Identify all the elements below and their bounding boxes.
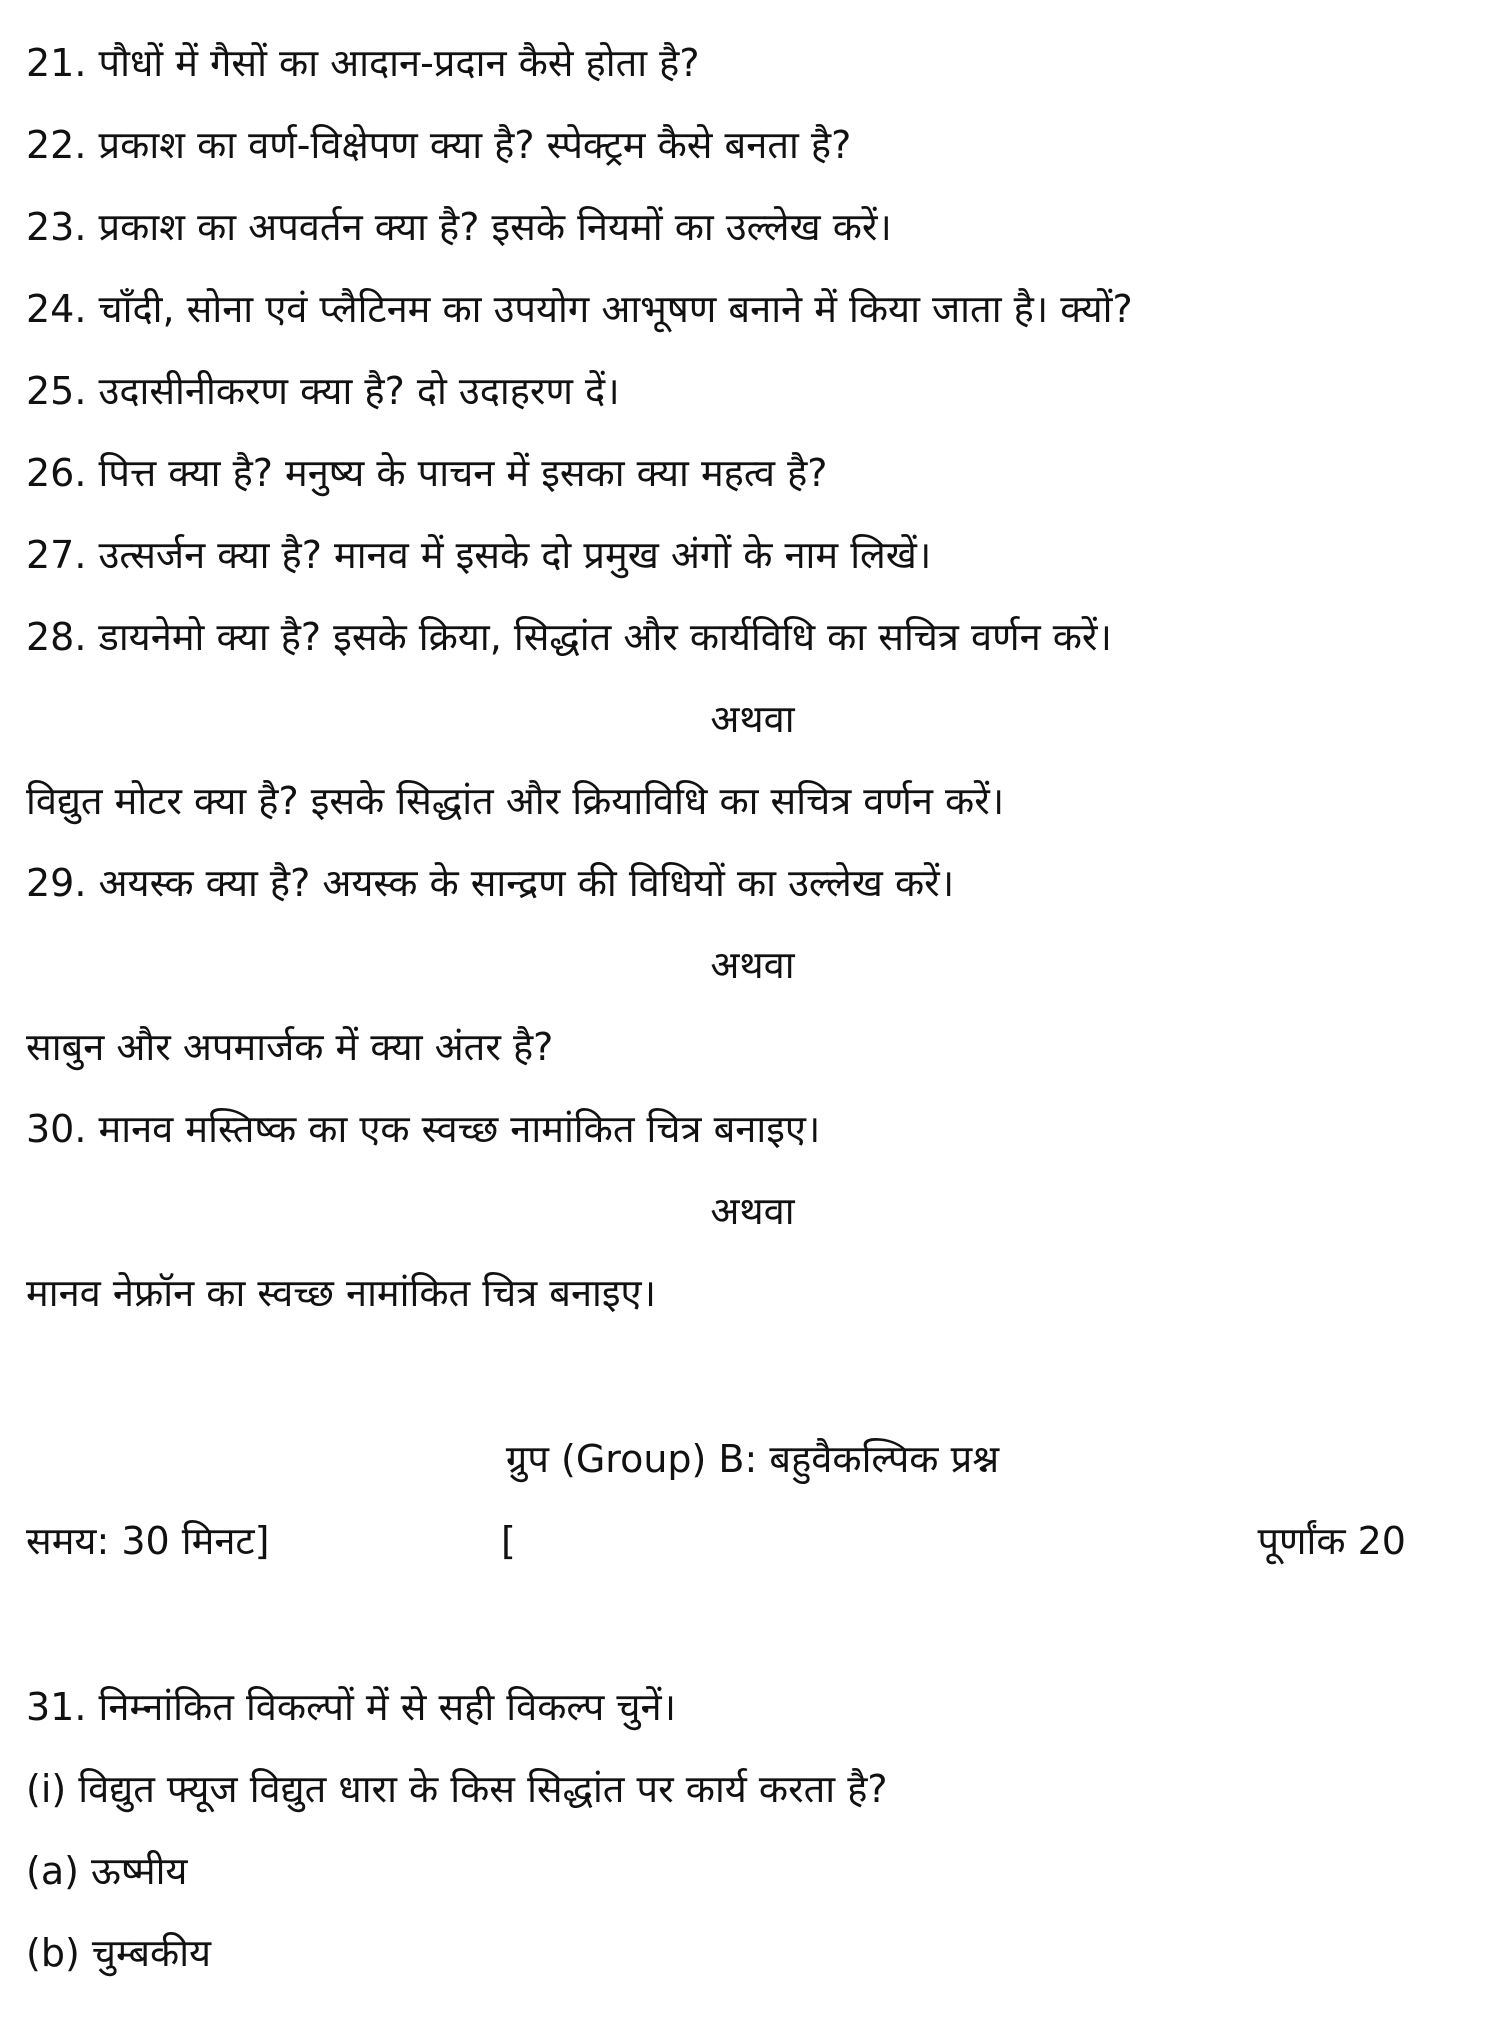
question-21: 21. पौधों में गैसों का आदान-प्रदान कैसे होता है? xyxy=(26,41,700,85)
question-26: 26. पित्त क्या है? मनुष्य के पाचन में इसका क्या महत्व है? xyxy=(26,451,828,495)
option-b: (b) चुम्बकीय xyxy=(26,1931,212,1975)
question-28-alternate: विद्युत मोटर क्या है? इसके सिद्धांत और क्रियाविधि का सचित्र वर्णन करें। xyxy=(26,779,1005,823)
question-23: 23. प्रकाश का अपवर्तन क्या है? इसके नियमों का उल्लेख करें। xyxy=(26,205,892,249)
question-31: 31. निम्नांकित विकल्पों में से सही विकल्प चुनें। xyxy=(26,1685,677,1729)
full-marks-label: पूर्णांक 20 xyxy=(1257,1519,1406,1563)
question-22: 22. प्रकाश का वर्ण-विक्षेपण क्या है? स्पेक्ट्रम कैसे बनता है? xyxy=(26,123,852,167)
question-27: 27. उत्सर्जन क्या है? मानव में इसके दो प्रमुख अंगों के नाम लिखें। xyxy=(26,533,932,577)
question-29: 29. अयस्क क्या है? अयस्क के सान्द्रण की विधियों का उल्लेख करें। xyxy=(26,861,955,905)
question-30-alternate: मानव नेफ्रॉन का स्वच्छ नामांकित चित्र बनाइए। xyxy=(26,1271,656,1315)
time-label: समय: 30 मिनट] xyxy=(26,1519,270,1563)
question-25: 25. उदासीनीकरण क्या है? दो उदाहरण दें। xyxy=(26,369,620,413)
question-29-alternate: साबुन और अपमार्जक में क्या अंतर है? xyxy=(26,1025,554,1069)
question-31-i: (i) विद्युत फ्यूज विद्युत धारा के किस सिद्धांत पर कार्य करता है? xyxy=(26,1767,888,1811)
option-a: (a) ऊष्मीय xyxy=(26,1849,188,1893)
athva-separator-29: अथवा xyxy=(710,943,795,987)
question-24: 24. चाँदी, सोना एवं प्लैटिनम का उपयोग आभूषण बनाने में किया जाता है। क्यों? xyxy=(26,287,1133,331)
athva-separator-30: अथवा xyxy=(710,1189,795,1233)
question-30: 30. मानव मस्तिष्क का एक स्वच्छ नामांकित चित्र बनाइए। xyxy=(26,1107,821,1151)
question-28: 28. डायनेमो क्या है? इसके क्रिया, सिद्धांत और कार्यविधि का सचित्र वर्णन करें। xyxy=(26,615,1112,659)
bracket-mark: [ xyxy=(501,1519,516,1563)
athva-separator-28: अथवा xyxy=(710,697,795,741)
group-b-heading: ग्रुप (Group) B: बहुवैकल्पिक प्रश्न xyxy=(505,1437,1000,1481)
